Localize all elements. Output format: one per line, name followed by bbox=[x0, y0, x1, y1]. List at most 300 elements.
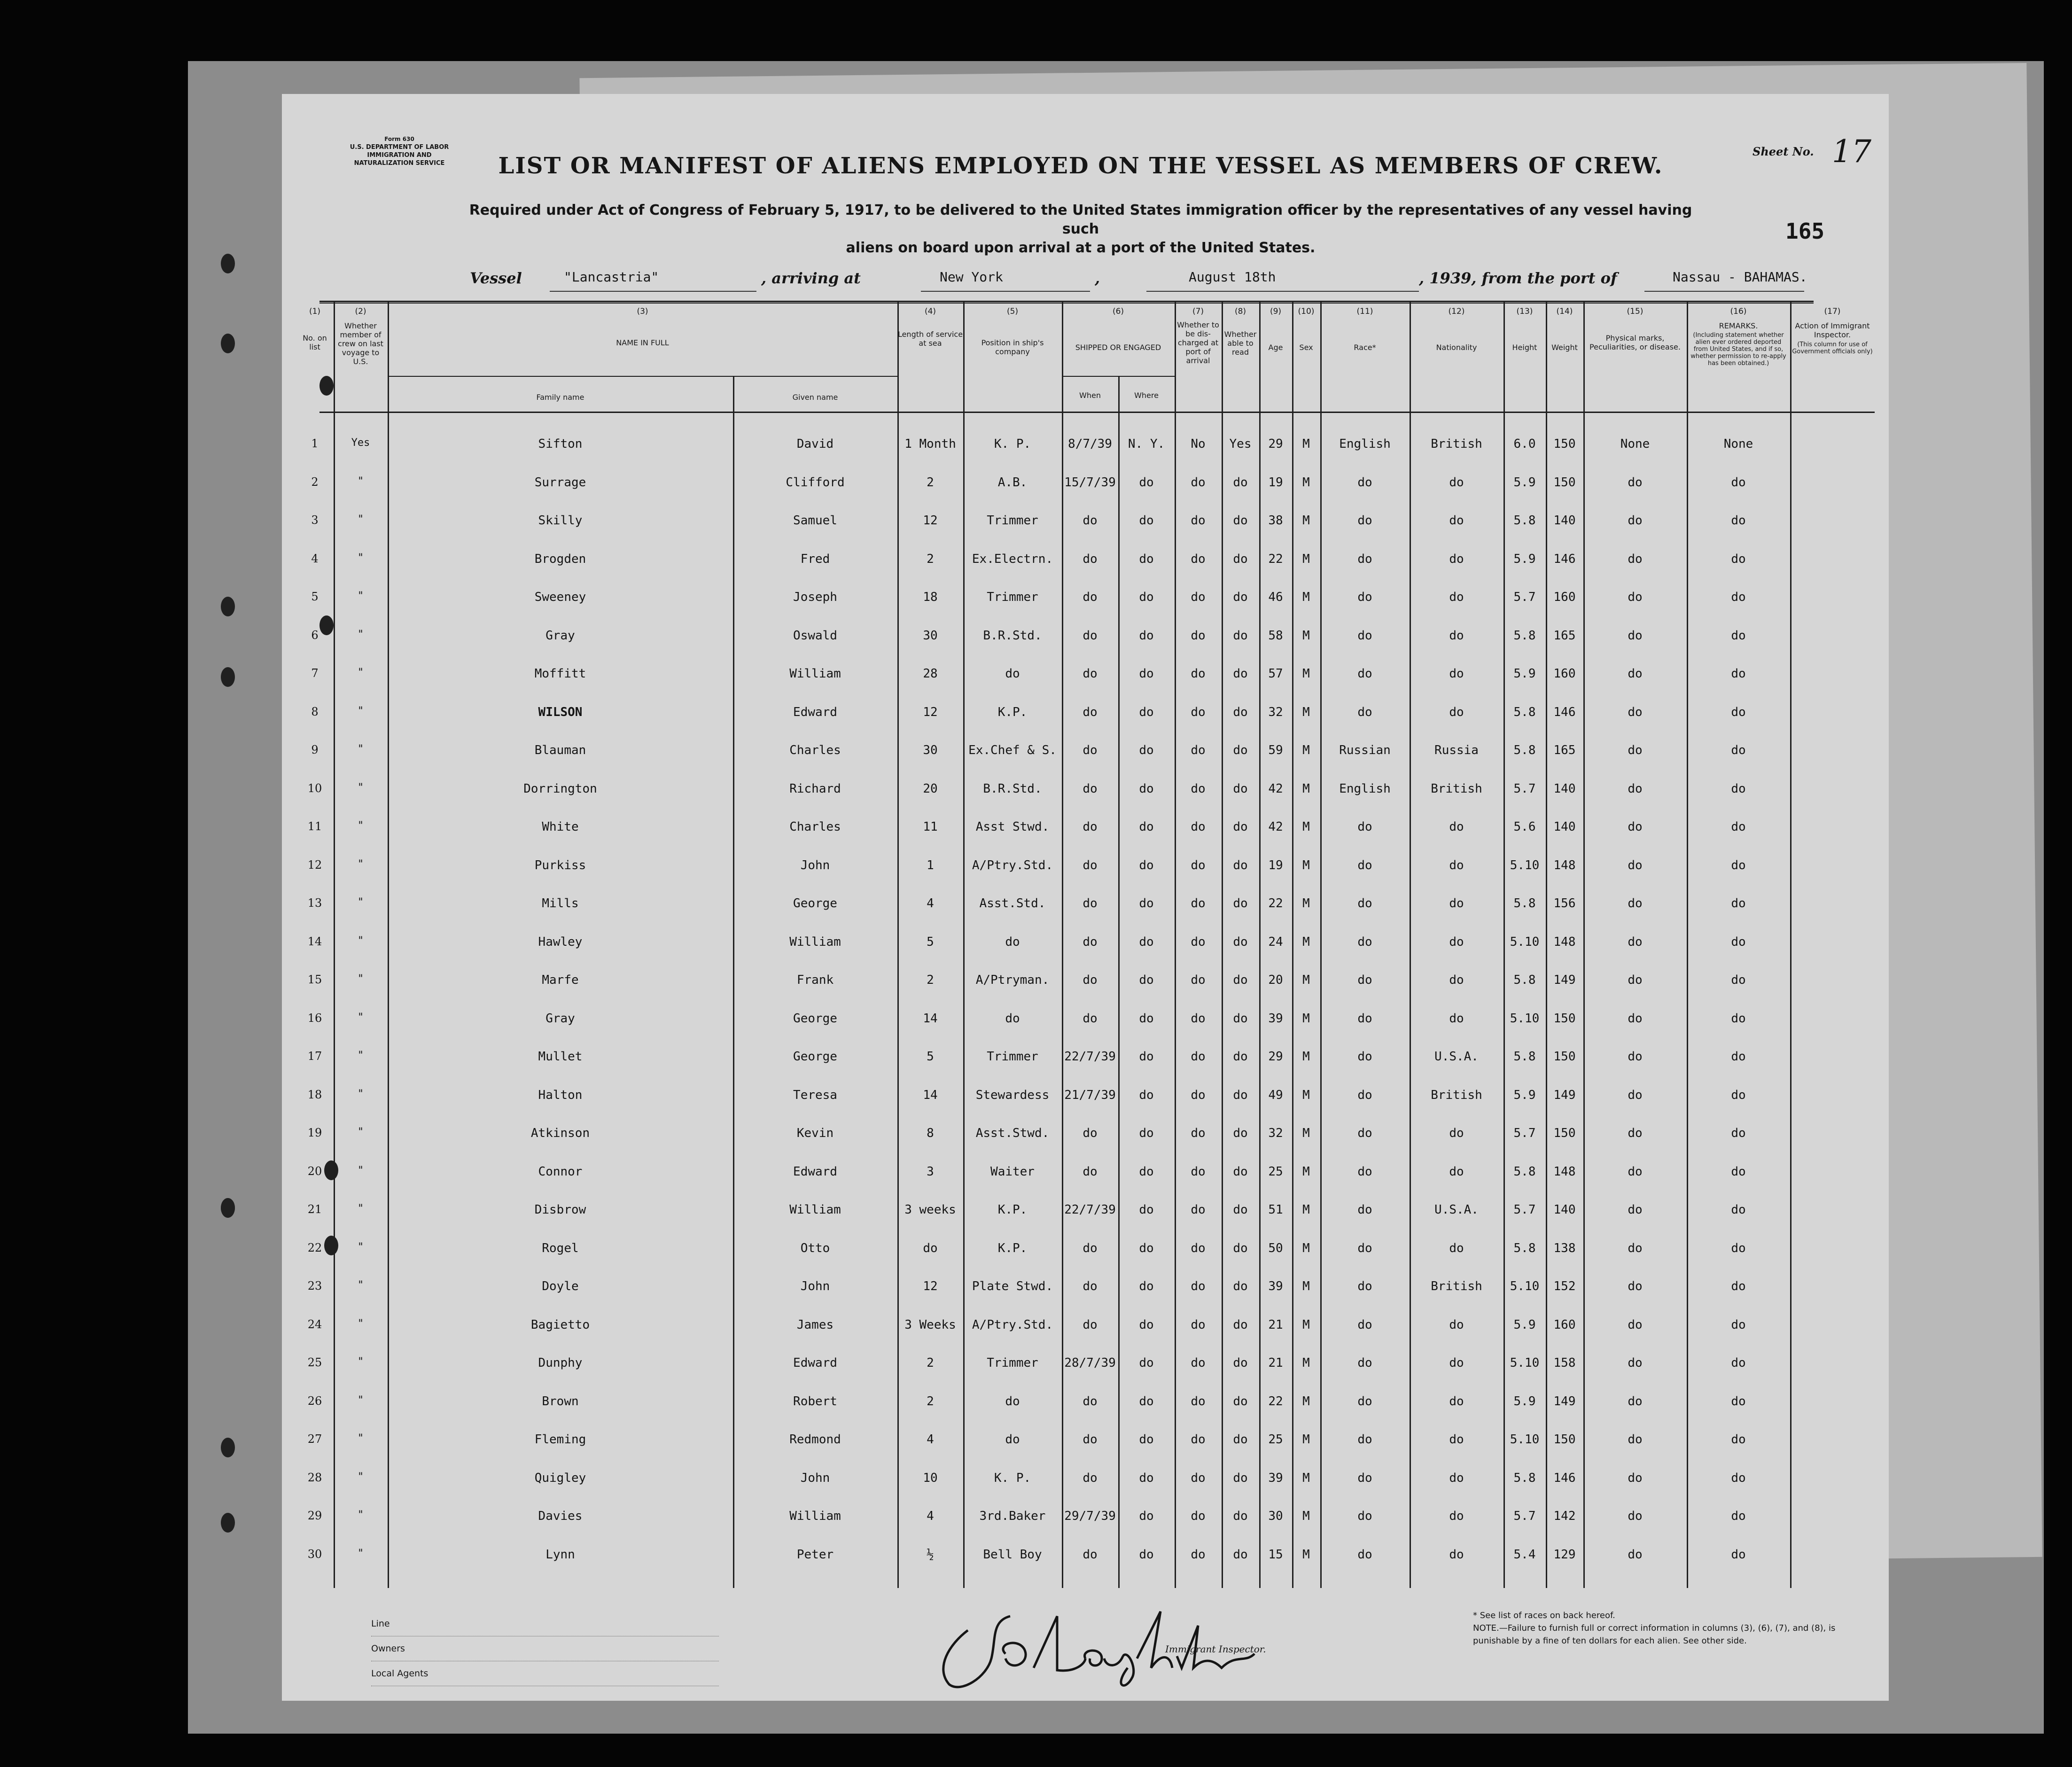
nationality: do bbox=[1449, 628, 1464, 643]
sex: M bbox=[1302, 1317, 1310, 1332]
row-number: 26 bbox=[307, 1394, 322, 1408]
shipped-where: do bbox=[1139, 590, 1154, 604]
given-name: Frank bbox=[796, 973, 834, 987]
column-rule bbox=[1687, 301, 1688, 1588]
prev-voyage-value: " bbox=[357, 552, 364, 564]
service-length: 11 bbox=[923, 820, 938, 834]
physical-marks: do bbox=[1628, 475, 1643, 490]
row-number: 4 bbox=[311, 552, 319, 565]
prev-voyage-value: " bbox=[357, 1432, 364, 1444]
age: 19 bbox=[1268, 858, 1283, 872]
column-number: (9) bbox=[1270, 307, 1282, 316]
shipped-where: do bbox=[1139, 743, 1154, 757]
service-length: 10 bbox=[923, 1471, 938, 1485]
column-number: (15) bbox=[1627, 307, 1644, 316]
row-number: 25 bbox=[307, 1356, 322, 1369]
shipped-when: do bbox=[1083, 1241, 1098, 1255]
shipped-when: do bbox=[1083, 1394, 1098, 1409]
position: Asst Stwd. bbox=[975, 820, 1050, 834]
age: 22 bbox=[1268, 1394, 1283, 1409]
sex: M bbox=[1302, 1394, 1310, 1409]
column-number: (13) bbox=[1516, 307, 1533, 316]
age: 29 bbox=[1268, 437, 1283, 451]
discharged-value: do bbox=[1191, 820, 1206, 834]
nationality: do bbox=[1449, 1471, 1464, 1485]
nationality: do bbox=[1449, 896, 1464, 911]
prev-voyage-value: " bbox=[357, 1126, 364, 1138]
read-value: do bbox=[1233, 1011, 1248, 1026]
family-name: Lynn bbox=[545, 1547, 575, 1562]
inspector-label: Immigrant Inspector. bbox=[1165, 1643, 1266, 1655]
prev-voyage-value: " bbox=[357, 1241, 364, 1253]
height: 5.10 bbox=[1510, 1432, 1540, 1447]
weight: 160 bbox=[1553, 667, 1576, 681]
physical-marks: do bbox=[1628, 858, 1643, 872]
races-note: * See list of races on back hereof. bbox=[1473, 1611, 1615, 1620]
weight: 152 bbox=[1553, 1279, 1576, 1293]
row-number: 2 bbox=[311, 475, 319, 489]
height: 5.8 bbox=[1513, 1164, 1536, 1179]
shipped-when: do bbox=[1083, 1432, 1098, 1447]
given-name: Charles bbox=[789, 743, 841, 757]
column-rule bbox=[1259, 301, 1261, 1588]
remarks: do bbox=[1731, 667, 1746, 681]
age: 22 bbox=[1268, 896, 1283, 911]
family-name: Sifton bbox=[538, 437, 583, 451]
column-number: (11) bbox=[1356, 307, 1373, 316]
row-number: 28 bbox=[307, 1471, 322, 1484]
age: 51 bbox=[1268, 1203, 1283, 1217]
header-able-read: Whether able to read bbox=[1224, 330, 1257, 357]
service-length: 5 bbox=[927, 1050, 934, 1064]
weight: 148 bbox=[1553, 934, 1576, 949]
given-name: Charles bbox=[789, 820, 841, 834]
read-value: do bbox=[1233, 475, 1248, 490]
service-length: 12 bbox=[923, 514, 938, 528]
height: 5.10 bbox=[1510, 1011, 1540, 1026]
row-number: 8 bbox=[311, 705, 319, 718]
race: do bbox=[1357, 1164, 1372, 1179]
sex: M bbox=[1302, 973, 1310, 987]
prev-voyage-value: Yes bbox=[351, 437, 370, 449]
column-rule bbox=[963, 301, 965, 1588]
physical-marks: do bbox=[1628, 1509, 1643, 1523]
remarks: do bbox=[1731, 1011, 1746, 1026]
shipped-where: do bbox=[1139, 858, 1154, 872]
footer-line-label: Line bbox=[371, 1611, 719, 1636]
remarks: None bbox=[1723, 437, 1753, 451]
read-value: do bbox=[1233, 1394, 1248, 1409]
height: 5.9 bbox=[1513, 1394, 1536, 1409]
weight: 150 bbox=[1553, 1011, 1576, 1026]
family-name: Atkinson bbox=[530, 1126, 590, 1140]
column-rule bbox=[388, 301, 389, 1588]
physical-marks: do bbox=[1628, 781, 1643, 796]
position: K. P. bbox=[994, 437, 1031, 451]
shipped-where: do bbox=[1139, 1088, 1154, 1102]
nationality: do bbox=[1449, 1126, 1464, 1140]
physical-marks: do bbox=[1628, 743, 1643, 757]
physical-marks: do bbox=[1628, 1317, 1643, 1332]
family-name: Disbrow bbox=[534, 1203, 586, 1217]
service-length: 30 bbox=[923, 743, 938, 757]
physical-marks: do bbox=[1628, 1241, 1643, 1255]
physical-marks: do bbox=[1628, 1394, 1643, 1409]
punch-hole bbox=[221, 254, 235, 273]
height: 5.10 bbox=[1510, 1356, 1540, 1370]
given-name: William bbox=[789, 934, 841, 949]
column-rule bbox=[1503, 301, 1505, 1588]
race: do bbox=[1357, 628, 1372, 643]
service-length: 4 bbox=[927, 896, 934, 911]
sex: M bbox=[1302, 1547, 1310, 1562]
row-number: 7 bbox=[311, 667, 319, 680]
position: Asst.Stwd. bbox=[975, 1126, 1050, 1140]
weight: 140 bbox=[1553, 820, 1576, 834]
nationality: do bbox=[1449, 590, 1464, 604]
row-number: 14 bbox=[307, 934, 322, 948]
age: 32 bbox=[1268, 1126, 1283, 1140]
subtitle-line-1: Required under Act of Congress of February 5, 1917, to be delivered to the United States immigration officer by the representatives of any vessel having such bbox=[469, 202, 1692, 237]
race: do bbox=[1357, 1317, 1372, 1332]
given-name: David bbox=[796, 437, 834, 451]
family-name: Sweeney bbox=[534, 590, 586, 604]
family-name: Rogel bbox=[542, 1241, 579, 1255]
age: 21 bbox=[1268, 1317, 1283, 1332]
sex: M bbox=[1302, 820, 1310, 834]
service-length: 4 bbox=[927, 1509, 934, 1523]
position: B.R.Std. bbox=[983, 628, 1042, 643]
family-name: Brogden bbox=[534, 552, 586, 566]
header-when: When bbox=[1079, 391, 1101, 400]
shipped-where: do bbox=[1139, 781, 1154, 796]
discharged-value: do bbox=[1191, 1471, 1206, 1485]
height: 5.9 bbox=[1513, 1088, 1536, 1102]
age: 58 bbox=[1268, 628, 1283, 643]
position: Asst.Std. bbox=[979, 896, 1046, 911]
shipped-when: 22/7/39 bbox=[1064, 1050, 1116, 1064]
column-number: (12) bbox=[1448, 307, 1465, 316]
shipped-when: do bbox=[1083, 858, 1098, 872]
race: English bbox=[1339, 781, 1391, 796]
page-number: 165 bbox=[1785, 218, 1825, 244]
shipped-where: do bbox=[1139, 514, 1154, 528]
service-length: 14 bbox=[923, 1088, 938, 1102]
remarks: do bbox=[1731, 934, 1746, 949]
discharged-value: do bbox=[1191, 667, 1206, 681]
column-number: (3) bbox=[637, 307, 648, 316]
document-title: LIST OR MANIFEST OF ALIENS EMPLOYED ON THE VESSEL AS MEMBERS OF CREW. bbox=[498, 153, 1663, 179]
prev-voyage-value: " bbox=[357, 628, 364, 640]
family-name: Purkiss bbox=[534, 858, 586, 872]
nationality: do bbox=[1449, 667, 1464, 681]
age: 38 bbox=[1268, 514, 1283, 528]
family-name: Moffitt bbox=[534, 667, 586, 681]
arriving-label: , arriving at bbox=[761, 269, 861, 287]
weight: 150 bbox=[1553, 1432, 1576, 1447]
physical-marks: do bbox=[1628, 934, 1643, 949]
row-number: 5 bbox=[311, 590, 319, 603]
shipped-when: do bbox=[1083, 743, 1098, 757]
row-number: 21 bbox=[307, 1203, 322, 1216]
header-nationality: Nationality bbox=[1436, 343, 1477, 352]
shipped-where: do bbox=[1139, 1356, 1154, 1370]
sex: M bbox=[1302, 781, 1310, 796]
prev-voyage-value: " bbox=[357, 590, 364, 602]
prev-voyage-value: " bbox=[357, 1356, 364, 1368]
sex: M bbox=[1302, 1050, 1310, 1064]
weight: 150 bbox=[1553, 437, 1576, 451]
position: K.P. bbox=[997, 705, 1028, 719]
physical-marks: do bbox=[1628, 590, 1643, 604]
shipped-where: do bbox=[1139, 820, 1154, 834]
read-value: do bbox=[1233, 896, 1248, 911]
physical-marks: do bbox=[1628, 1547, 1643, 1562]
punch-hole bbox=[319, 615, 334, 635]
family-name: Blauman bbox=[534, 743, 586, 757]
sex: M bbox=[1302, 1356, 1310, 1370]
discharged-value: do bbox=[1191, 896, 1206, 911]
read-value: Yes bbox=[1229, 437, 1252, 451]
header-physical-marks: Physical marks, Peculiarities, or disease. bbox=[1589, 334, 1681, 351]
column-number: (8) bbox=[1234, 307, 1246, 316]
form-number: Form 630 bbox=[384, 136, 414, 142]
position: K.P. bbox=[997, 1203, 1028, 1217]
prev-voyage-value: " bbox=[357, 1509, 364, 1521]
weight: 150 bbox=[1553, 1126, 1576, 1140]
shipped-where: do bbox=[1139, 1164, 1154, 1179]
discharged-value: do bbox=[1191, 1356, 1206, 1370]
age: 25 bbox=[1268, 1164, 1283, 1179]
height: 5.8 bbox=[1513, 628, 1536, 643]
footer-agents-label: Local Agents bbox=[371, 1661, 719, 1686]
family-name: Brown bbox=[542, 1394, 579, 1409]
position: 3rd.Baker bbox=[979, 1509, 1046, 1523]
prev-voyage-value: " bbox=[357, 475, 364, 487]
service-length: 2 bbox=[927, 1356, 934, 1370]
prev-voyage-value: " bbox=[357, 705, 364, 717]
sex: M bbox=[1302, 1471, 1310, 1485]
shipped-where: do bbox=[1139, 1394, 1154, 1409]
read-value: do bbox=[1233, 1356, 1248, 1370]
shipped-when: 22/7/39 bbox=[1064, 1203, 1116, 1217]
prev-voyage-value: " bbox=[357, 858, 364, 870]
race: do bbox=[1357, 934, 1372, 949]
position: A/Ptryman. bbox=[975, 973, 1050, 987]
read-value: do bbox=[1233, 705, 1248, 719]
vessel-line: Vessel "Lancastria" , arriving at New York , August 18th , 1939, from the port of Nassau - BAHAMAS. bbox=[470, 269, 1809, 297]
remarks: do bbox=[1731, 1394, 1746, 1409]
age: 20 bbox=[1268, 973, 1283, 987]
shipped-when: 15/7/39 bbox=[1064, 475, 1116, 490]
punch-hole bbox=[221, 1513, 235, 1533]
race: Russian bbox=[1339, 743, 1391, 757]
family-name: Skilly bbox=[538, 514, 583, 528]
sex: M bbox=[1302, 1432, 1310, 1447]
nationality: do bbox=[1449, 1164, 1464, 1179]
given-name: Otto bbox=[800, 1241, 830, 1255]
given-name: William bbox=[789, 1509, 841, 1523]
remarks: do bbox=[1731, 973, 1746, 987]
shipped-where: do bbox=[1139, 1241, 1154, 1255]
position: Ex.Chef & S. bbox=[968, 743, 1057, 757]
discharged-value: do bbox=[1191, 781, 1206, 796]
row-number: 9 bbox=[311, 743, 319, 756]
service-name: IMMIGRATION AND NATURALIZATION SERVICE bbox=[354, 152, 445, 167]
row-number: 20 bbox=[307, 1164, 322, 1178]
nationality: do bbox=[1449, 1317, 1464, 1332]
sex: M bbox=[1302, 705, 1310, 719]
read-value: do bbox=[1233, 1432, 1248, 1447]
weight: 148 bbox=[1553, 858, 1576, 872]
given-name: John bbox=[800, 858, 830, 872]
remarks: do bbox=[1731, 781, 1746, 796]
family-name: Mullet bbox=[538, 1050, 583, 1064]
family-name: Dorrington bbox=[523, 781, 597, 796]
height: 5.8 bbox=[1513, 1241, 1536, 1255]
column-number: (10) bbox=[1298, 307, 1315, 316]
physical-marks: do bbox=[1628, 705, 1643, 719]
race: do bbox=[1357, 705, 1372, 719]
discharged-value: do bbox=[1191, 1547, 1206, 1562]
sex: M bbox=[1302, 514, 1310, 528]
position: Waiter bbox=[990, 1164, 1035, 1179]
arrival-date: August 18th bbox=[1189, 269, 1276, 285]
discharged-value: do bbox=[1191, 743, 1206, 757]
sex: M bbox=[1302, 858, 1310, 872]
given-name: Fred bbox=[800, 552, 830, 566]
discharged-value: do bbox=[1191, 1050, 1206, 1064]
given-name: Oswald bbox=[793, 628, 837, 643]
physical-marks: do bbox=[1628, 1203, 1643, 1217]
family-name: Fleming bbox=[534, 1432, 586, 1447]
row-number: 11 bbox=[307, 820, 322, 833]
read-value: do bbox=[1233, 667, 1248, 681]
height: 5.8 bbox=[1513, 973, 1536, 987]
race: do bbox=[1357, 1011, 1372, 1026]
punch-hole bbox=[221, 334, 235, 353]
arrival-port: New York bbox=[940, 269, 1003, 285]
given-name: Peter bbox=[796, 1547, 834, 1562]
shipped-where: do bbox=[1139, 552, 1154, 566]
remarks: do bbox=[1731, 590, 1746, 604]
shipped-where: do bbox=[1139, 1203, 1154, 1217]
subtitle-line-2: aliens on board upon arrival at a port of the United States. bbox=[846, 240, 1316, 256]
weight: 158 bbox=[1553, 1356, 1576, 1370]
physical-marks: do bbox=[1628, 628, 1643, 643]
header-shipped: SHIPPED OR ENGAGED bbox=[1075, 343, 1161, 352]
shipped-subheader-rule bbox=[1062, 376, 1175, 377]
sex: M bbox=[1302, 437, 1310, 451]
physical-marks: do bbox=[1628, 973, 1643, 987]
manifest-page bbox=[282, 94, 1889, 1701]
read-value: do bbox=[1233, 590, 1248, 604]
column-rule bbox=[1062, 301, 1063, 1588]
position: Bell Boy bbox=[983, 1547, 1042, 1562]
row-number: 6 bbox=[311, 628, 319, 642]
weight: 129 bbox=[1553, 1547, 1576, 1562]
shipped-when: do bbox=[1083, 514, 1098, 528]
shipped-where: do bbox=[1139, 973, 1154, 987]
service-length: 1 Month bbox=[904, 437, 956, 451]
weight: 165 bbox=[1553, 743, 1576, 757]
shipped-when: do bbox=[1083, 781, 1098, 796]
family-given-rule bbox=[733, 376, 734, 1588]
sex: M bbox=[1302, 1241, 1310, 1255]
given-name: Robert bbox=[793, 1394, 837, 1409]
position: Plate Stwd. bbox=[972, 1279, 1053, 1293]
read-value: do bbox=[1233, 973, 1248, 987]
height: 5.10 bbox=[1510, 1279, 1540, 1293]
remarks: do bbox=[1731, 552, 1746, 566]
discharged-value: do bbox=[1191, 514, 1206, 528]
nationality: do bbox=[1449, 475, 1464, 490]
age: 42 bbox=[1268, 820, 1283, 834]
discharged-value: do bbox=[1191, 858, 1206, 872]
nationality: do bbox=[1449, 1011, 1464, 1026]
column-rule bbox=[1410, 301, 1411, 1588]
position: A.B. bbox=[997, 475, 1028, 490]
header-where: Where bbox=[1134, 391, 1159, 400]
service-length: 2 bbox=[927, 552, 934, 566]
discharged-value: do bbox=[1191, 628, 1206, 643]
prev-voyage-value: " bbox=[357, 514, 364, 525]
shipped-when: do bbox=[1083, 552, 1098, 566]
given-name: William bbox=[789, 1203, 841, 1217]
prev-voyage-value: " bbox=[357, 1471, 364, 1483]
service-length: 14 bbox=[923, 1011, 938, 1026]
remarks: do bbox=[1731, 1509, 1746, 1523]
height: 5.4 bbox=[1513, 1547, 1536, 1562]
remarks: do bbox=[1731, 628, 1746, 643]
header-sex: Sex bbox=[1299, 343, 1313, 352]
sex: M bbox=[1302, 552, 1310, 566]
department-name: U.S. DEPARTMENT OF LABOR bbox=[350, 144, 449, 151]
position: Ex.Electrn. bbox=[972, 552, 1053, 566]
remarks: do bbox=[1731, 743, 1746, 757]
sex: M bbox=[1302, 667, 1310, 681]
header-given-name: Given name bbox=[792, 393, 838, 402]
physical-marks: do bbox=[1628, 1126, 1643, 1140]
family-name: Quigley bbox=[534, 1471, 586, 1485]
nationality: do bbox=[1449, 1394, 1464, 1409]
discharged-value: do bbox=[1191, 552, 1206, 566]
discharged-value: No bbox=[1191, 437, 1206, 451]
header-name-in-full: NAME IN FULL bbox=[616, 338, 669, 347]
nationality: Russia bbox=[1434, 743, 1479, 757]
physical-marks: do bbox=[1628, 896, 1643, 911]
read-value: do bbox=[1233, 628, 1248, 643]
column-number: (4) bbox=[924, 307, 936, 316]
punch-hole bbox=[324, 1160, 338, 1180]
column-number: (1) bbox=[309, 307, 321, 316]
header-no-on-list: No. on list bbox=[303, 334, 327, 351]
height: 5.6 bbox=[1513, 820, 1536, 834]
discharged-value: do bbox=[1191, 1126, 1206, 1140]
age: 19 bbox=[1268, 475, 1283, 490]
service-length: 18 bbox=[923, 590, 938, 604]
given-name: George bbox=[793, 896, 837, 911]
remarks: do bbox=[1731, 1547, 1746, 1562]
shipped-where: do bbox=[1139, 1432, 1154, 1447]
shipped-when: do bbox=[1083, 1471, 1098, 1485]
race: do bbox=[1357, 820, 1372, 834]
remarks: do bbox=[1731, 1164, 1746, 1179]
nationality: British bbox=[1431, 1279, 1482, 1293]
form-header bbox=[343, 135, 456, 167]
service-length: 2 bbox=[927, 475, 934, 490]
prev-voyage-value: " bbox=[357, 1279, 364, 1291]
